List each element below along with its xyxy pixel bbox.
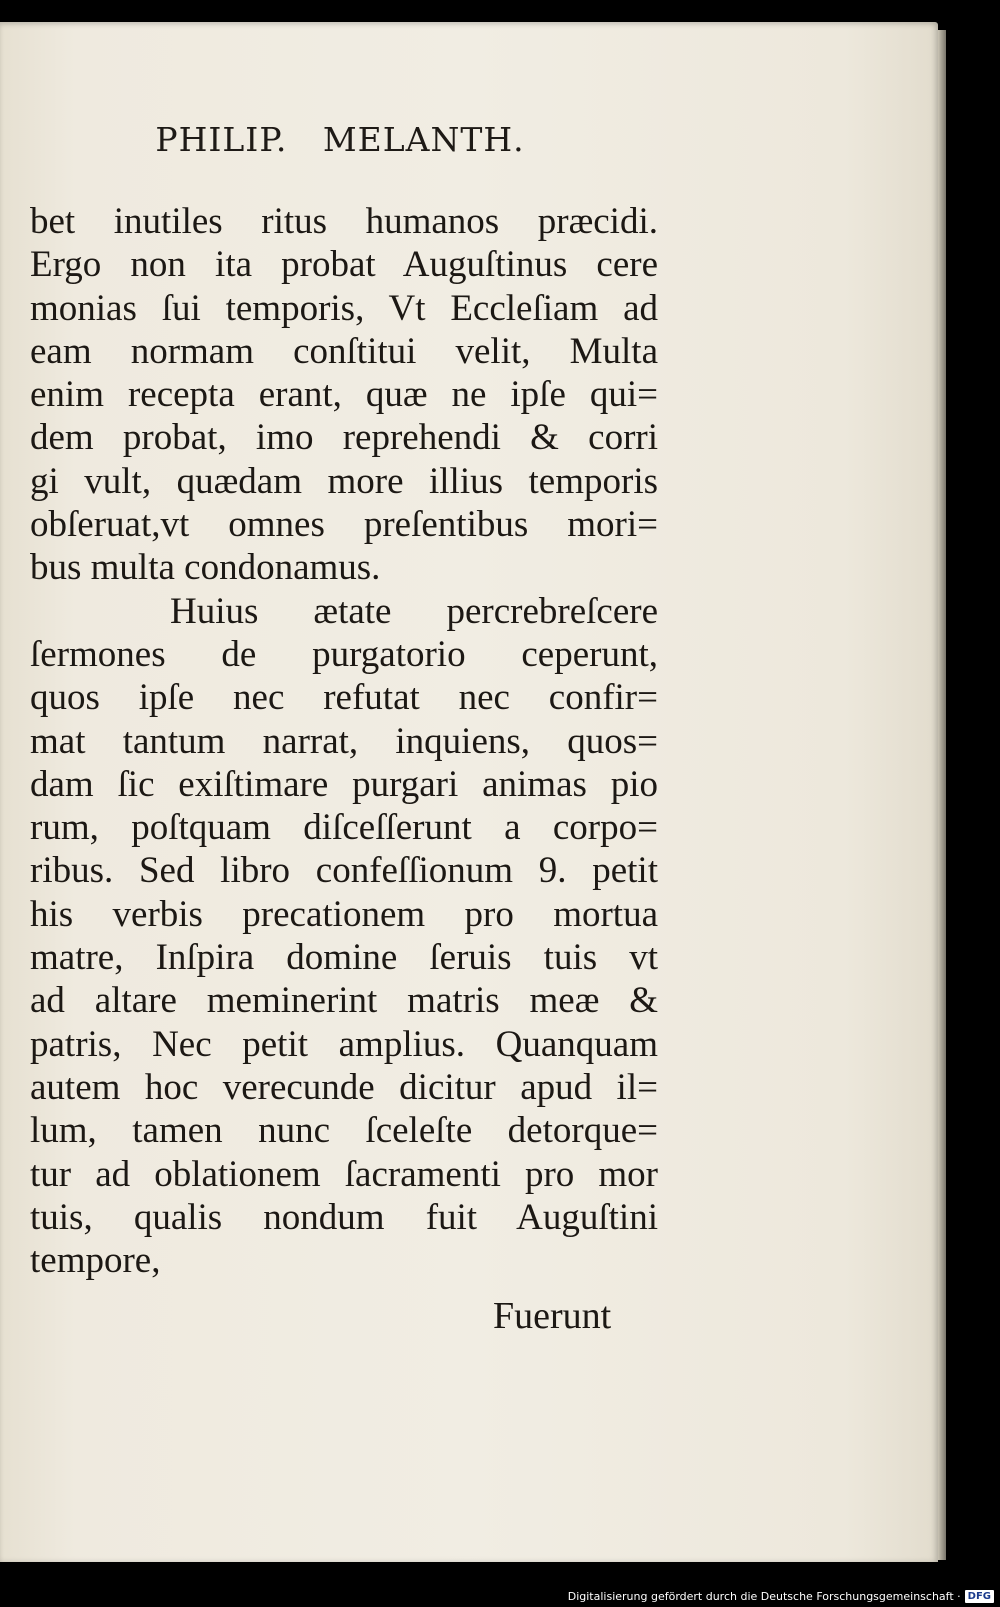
text-line: mat tantum narrat, inquiens, quos=	[30, 720, 658, 762]
text-line: lum, tamen nunc ſceleſte detorque=	[30, 1110, 658, 1152]
text-line: enim recepta erant, quæ ne ipſe qui=	[30, 374, 658, 416]
text-line: monias ſui temporis, Vt Eccleſiam ad	[30, 287, 658, 329]
text-line: bus multa condonamus.	[30, 547, 381, 589]
body-text	[30, 200, 658, 1282]
book-page	[0, 22, 938, 1562]
dfg-logo: DFG	[965, 1590, 994, 1603]
text-line: gi vult, quædam more illius temporis	[30, 460, 658, 502]
page-edge-shadow	[938, 30, 946, 1560]
text-line: ribus. Sed libro confeſſionum 9. petit	[30, 850, 658, 892]
text-line: eam normam conſtitui velit, Multa	[30, 330, 658, 372]
text-line: rum, poſtquam diſceſſerunt a corpo=	[30, 807, 658, 849]
text-line: quos ipſe nec refutat nec confir=	[30, 677, 658, 719]
text-line: dam ſic exiſtimare purgari animas pio	[30, 763, 658, 805]
text-line: dem probat, imo reprehendi & corri	[30, 417, 658, 459]
digitization-credit	[568, 1590, 994, 1603]
text-line: tempore,	[30, 1240, 161, 1282]
text-line: his verbis precationem pro mortua	[30, 893, 658, 935]
running-head-right: MELANTH.	[322, 120, 525, 159]
text-line: bet inutiles ritus humanos præcidi.	[30, 201, 658, 242]
catchword: Fuerunt	[493, 1295, 612, 1337]
credit-text: Digitalisierung gefördert durch die Deutsche Forschungsgemeinschaft ·	[567, 1590, 961, 1603]
running-head-left: PHILIP.	[155, 120, 288, 159]
text-line: Ergo non ita probat Auguſtinus cere	[30, 244, 658, 286]
paragraph-start-line: Huius ætate percrebreſcere	[170, 590, 658, 632]
text-line: matre, Inſpira domine ſeruis tuis vt	[30, 937, 658, 979]
text-line: autem hoc verecunde dicitur apud il=	[30, 1066, 658, 1108]
text-line: ſermones de purgatorio ceperunt,	[30, 633, 658, 675]
running-head	[0, 120, 680, 159]
text-line: ad altare meminerint matris meæ &	[30, 980, 658, 1022]
text-line: obſeruat,vt omnes preſentibus mori=	[30, 504, 658, 546]
text-line: patris, Nec petit amplius. Quanquam	[30, 1023, 658, 1065]
text-line: tuis, qualis nondum fuit Auguſtini	[30, 1196, 658, 1238]
text-line: tur ad oblationem ſacramenti pro mor	[30, 1153, 658, 1195]
